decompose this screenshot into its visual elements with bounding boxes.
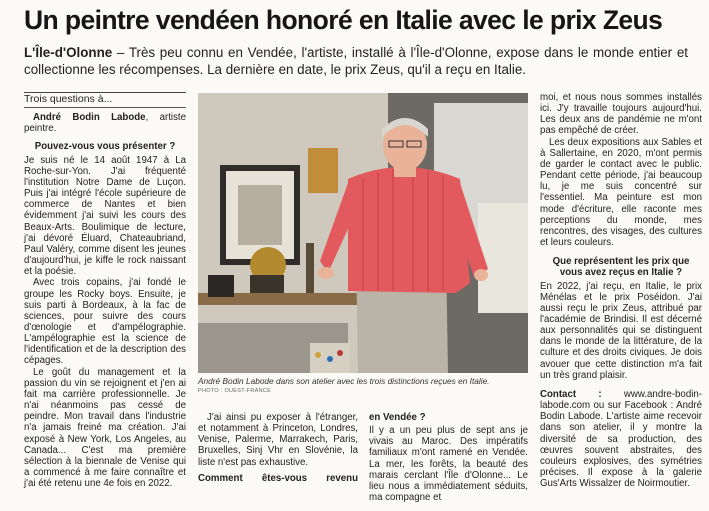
article-headline: Un peintre vendéen honoré en Italie avec le prix Zeus <box>24 5 663 35</box>
answer-2-paragraph-1: Il y a un peu plus de sept ans je vivais au Maroc. Des impératifs familiaux m'ont ramené en Vendée. La mer, les forêts, la beauté des marais cerclant l'Île d'Olonne... Le lieu nous a immédiatement séduits, ma compagne et <box>369 425 528 504</box>
column-4 <box>540 92 702 489</box>
interviewee <box>24 112 186 134</box>
interviewee-name: André Bodin Labode <box>33 112 146 124</box>
answer-1-paragraph-3: Le goût du management et la passion du vin se rejoignent et j'en ai fait ma carrière professionnelle. Je n'ai néanmoins pas cessé de peindre. Mon travail dans l'industrie n'a jamais freiné ma création. J'ai exposé à New York, Los Angeles, au Canada... C'est ma première sélection à la biennale de Venise qui a commencé à me faire connaître et j'ai été retenu une 4e fois en 2022. <box>24 366 186 490</box>
artist-in-studio-image <box>198 93 528 373</box>
lede-place: L'Île-d'Olonne <box>24 45 113 60</box>
contact-label: Contact : <box>540 388 602 400</box>
column-3 <box>369 412 528 503</box>
answer-1-paragraph-4: J'ai ainsi pu exposer à l'étranger, et notamment à Princeton, Londres, Venise, Palerme, Marrakech, Paris, Bruxelles, Sinj Vhr en Slovénie, la liste n'est pas exhaustive. <box>198 412 358 468</box>
photo-caption: André Bodin Labode dans son atelier avec les trois distinctions reçues en Italie. <box>198 376 490 386</box>
contact-text: www.andre-bodin-labode.com ou sur Facebook : André Bodin Labode. L'artiste aime recevoir dans son atelier, il y montre la diversité de sa production, des œuvres souvent abstraites, des couleurs explosives, des symétries précises. Il expose à la galerie Gus'Arts Wissalzer de Noirmoutier. <box>540 388 702 490</box>
interview-box-title: Trois questions à... <box>24 92 186 108</box>
lede-text: – Très peu connu en Vendée, l'artiste, installé à l'Île-d'Olonne, expose dans le monde entier et collectionne les récompenses. La dernière en date, le prix Zeus, qu'il a reçu en Italie. <box>24 45 688 77</box>
interviewee-role: , artiste peintre. <box>24 112 186 135</box>
photo-credit: PHOTO : OUEST-FRANCE <box>198 388 272 394</box>
question-2: Comment êtes-vous revenu <box>198 472 358 484</box>
column-1 <box>24 92 186 489</box>
column-2 <box>198 412 358 486</box>
question-3: Que représentent les prix que vous avez reçus en Italie ? <box>552 256 690 279</box>
question-2-end: en Vendée ? <box>369 412 426 423</box>
contact-paragraph <box>540 389 702 489</box>
answer-3-paragraph-1: En 2022, j'ai reçu, en Italie, le prix Ménélas et le prix Poséidon. J'ai aussi reçu le prix Zeus, attribué par l'académie de Brindisi. Il est décerné aux personnalités qui se distinguent dans le monde de la littérature, de la culture et des droits civiques. Je dois avouer que cette distinction m'a fait un très grand plaisir. <box>540 280 702 381</box>
answer-1-paragraph-1: Je suis né le 14 août 1947 à La Roche-sur-Yon. J'ai fréquenté l'institution Notre Dame de Luçon. Puis j'ai intégré l'école supérieure de commerce de Nantes et bien évidemment j'ai suivi les cours des Beaux-Arts. Boulimique de lecture, j'ai dévoré Éluard, Chateaubriand, Paul Valéry, comme disent les jeunes d'aujourd'hui, je kiffe le rock naissant et la poésie. <box>24 154 186 278</box>
article-lede <box>24 44 688 78</box>
answer-1-paragraph-2: Avec trois copains, j'ai fondé le groupe les Rocky boys. Ensuite, je suis parti à Bordeaux, à la fac de sciences, pour suivre des cours d'œnologie et d'ampélographie. L'ampélographie est la science de l'identification et de la description des cépages. <box>24 277 186 367</box>
article-photo <box>198 93 528 373</box>
answer-2-paragraph-2: moi, et nous nous sommes installés ici. J'y travaille toujours aujourd'hui. Les deux ans de pandémie ne m'ont pas empêché de créer. <box>540 92 702 137</box>
answer-2-paragraph-3: Les deux expositions aux Sables et à Sallertaine, en 2020, m'ont permis de garder le contact avec le public. Pendant cette période, j'ai beaucoup lu, je me suis concentré sur l'essentiel. Ma peinture est mon mode d'écriture, elle raconte mes perceptions du monde, mes rencontres, des visages, des cultures et leurs couleurs. <box>540 136 702 249</box>
question-1: Pouvez-vous vous présenter ? <box>34 141 176 153</box>
